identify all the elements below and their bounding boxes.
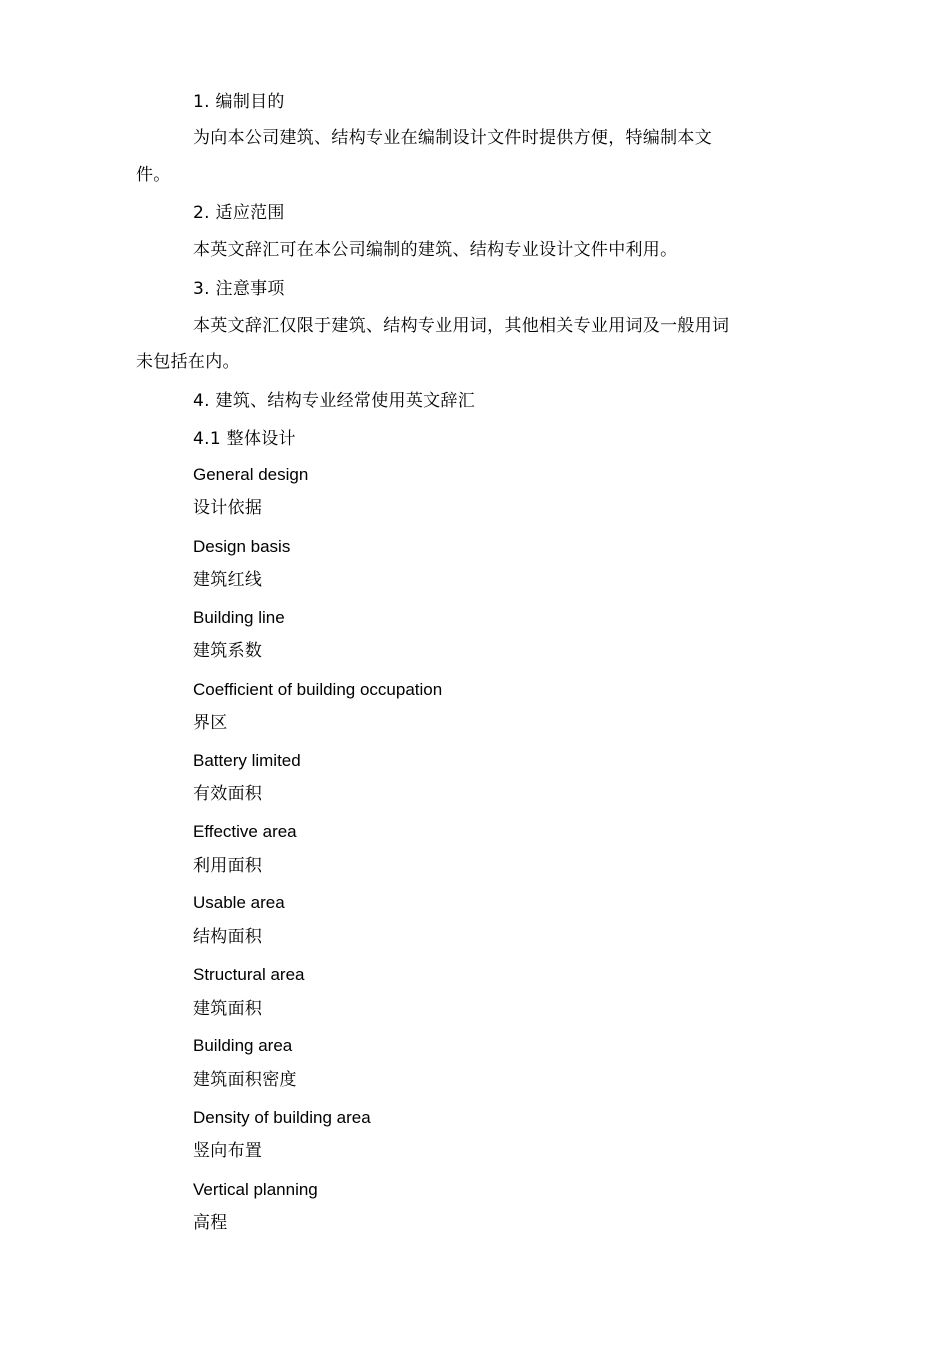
term-en: Vertical planning: [193, 1180, 318, 1199]
term-cn: 建筑面积密度: [193, 1070, 297, 1090]
section-3-heading: 3. 注意事项: [193, 279, 285, 299]
term-cn: 结构面积: [193, 927, 263, 947]
term-cn: 建筑红线: [193, 570, 263, 590]
section-1-body-line-2: 件。: [136, 165, 171, 185]
section-1-heading: 1. 编制目的: [193, 92, 285, 112]
term-cn: 高程: [193, 1213, 228, 1233]
term-en: Building area: [193, 1036, 293, 1055]
section-2-body-line-1: 本英文辞汇可在本公司编制的建筑、结构专业设计文件中利用。: [193, 240, 678, 260]
term-en: Battery limited: [193, 751, 301, 770]
term-en: Building line: [193, 608, 285, 627]
term-en: Coefficient of building occupation: [193, 680, 443, 699]
term-en: Structural area: [193, 965, 305, 984]
term-cn: 建筑系数: [193, 641, 263, 661]
term-en: Design basis: [193, 537, 291, 556]
term-en: Density of building area: [193, 1108, 371, 1127]
section-1-body-line-1: 为向本公司建筑、结构专业在编制设计文件时提供方便，特编制本文: [193, 128, 712, 148]
term-cn: 有效面积: [193, 784, 263, 804]
term-cn: 利用面积: [193, 856, 263, 876]
term-cn: 界区: [193, 713, 228, 733]
section-4-heading: 4. 建筑、结构专业经常使用英文辞汇: [193, 391, 476, 411]
section-3-body-line-2: 未包括在内。: [136, 352, 240, 372]
general-design-term: General design: [193, 465, 309, 484]
section-2-heading: 2. 适应范围: [193, 203, 285, 223]
section-3-body-line-1: 本英文辞汇仅限于建筑、结构专业用词，其他相关专业用词及一般用词: [193, 316, 730, 336]
term-cn: 建筑面积: [193, 999, 263, 1019]
term-en: Effective area: [193, 822, 297, 841]
term-cn: 设计依据: [193, 498, 263, 518]
section-4-1-subheading: 4.1 整体设计: [193, 429, 296, 449]
term-cn: 竖向布置: [193, 1141, 263, 1161]
term-en: Usable area: [193, 893, 285, 912]
